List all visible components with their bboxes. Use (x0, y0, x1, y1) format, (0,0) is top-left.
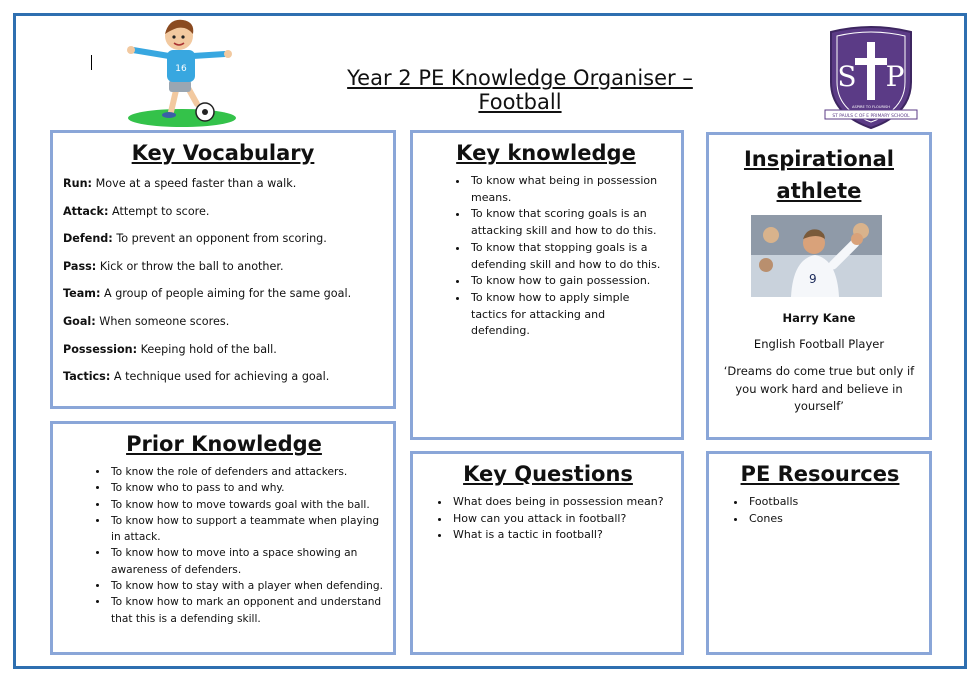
key-questions-heading: Key Questions (463, 462, 633, 486)
logo-motto: ASPIRE TO FLOURISH (852, 105, 890, 109)
prior-knowledge-item: • To know the role of defenders and attackers. (109, 464, 383, 480)
school-crest-logo (823, 24, 919, 132)
vocabulary-term: Defend: (63, 232, 113, 246)
pe-resources-list (713, 494, 919, 527)
vocabulary-definition: A technique used for achieving a goal. (113, 370, 330, 384)
athlete-name: Harry Kane (782, 311, 856, 325)
prior-knowledge-list (57, 464, 383, 627)
prior-knowledge-item: • To know who to pass to and why. (109, 480, 383, 496)
vocabulary-term: Pass: (63, 259, 97, 273)
vocabulary-list (63, 170, 383, 391)
prior-knowledge-item: • To know how to stay with a player when defending. (109, 578, 383, 594)
prior-knowledge-item: • To know how to move towards goal with the ball. (109, 497, 383, 513)
vocabulary-item (63, 336, 383, 364)
athlete-quote: ‘Dreams do come true but only if you work hard and believe in yourself’ (723, 364, 915, 413)
key-vocabulary-box (50, 130, 396, 409)
key-knowledge-item: • To know that scoring goals is an attacking skill and how to do this. (469, 206, 665, 239)
prior-knowledge-item: • To know how to move into a space showing an awareness of defenders. (109, 545, 383, 578)
key-knowledge-heading: Key knowledge (456, 141, 636, 165)
vocabulary-item (63, 198, 383, 226)
kid-shirt-number: 16 (175, 64, 187, 74)
vocabulary-term: Run: (63, 177, 93, 190)
vocabulary-item (63, 280, 383, 308)
pe-resources-heading: PE Resources (740, 462, 900, 486)
key-knowledge-item: • To know that stopping goals is a defending skill and how to do this. (469, 240, 665, 273)
key-question-item: • What does being in possession mean? (451, 494, 671, 511)
pe-resources-box (706, 451, 932, 655)
vocabulary-item (63, 225, 383, 253)
vocabulary-term: Team: (63, 287, 101, 301)
key-question-item: • How can you attack in football? (451, 511, 671, 528)
key-question-item: • What is a tactic in football? (451, 527, 671, 544)
vocabulary-term: Possession: (63, 342, 138, 356)
prior-knowledge-box (50, 421, 396, 655)
key-vocabulary-heading: Key Vocabulary (131, 141, 315, 165)
vocabulary-term: Tactics: (63, 370, 111, 384)
vocabulary-definition: To prevent an opponent from scoring. (116, 232, 327, 246)
key-knowledge-item: • To know how to apply simple tactics for attacking and defending. (469, 290, 665, 340)
vocabulary-definition: Keeping hold of the ball. (140, 342, 277, 356)
athlete-role: English Football Player (753, 337, 885, 351)
prior-knowledge-item: • To know how to support a teammate when playing in attack. (109, 513, 383, 546)
key-questions-box (410, 451, 684, 655)
vocabulary-item (63, 363, 383, 391)
vocabulary-term: Attack: (63, 204, 109, 218)
athlete-heading (723, 143, 915, 207)
vocabulary-definition: Kick or throw the ball to another. (99, 259, 284, 273)
athlete-heading-line1: Inspirational (743, 147, 894, 171)
vocabulary-definition: Attempt to score. (112, 204, 210, 218)
vocabulary-item (63, 170, 383, 198)
prior-knowledge-heading: Prior Knowledge (126, 432, 322, 456)
vocabulary-definition: When someone scores. (99, 314, 230, 328)
vocabulary-item (63, 308, 383, 336)
logo-letter-s: S (837, 60, 857, 93)
kid-footballer-illustration (125, 16, 239, 128)
vocabulary-definition: Move at a speed faster than a walk. (95, 177, 297, 190)
key-knowledge-list (417, 173, 665, 340)
key-knowledge-item: • To know what being in possession means. (469, 173, 665, 206)
key-knowledge-box (410, 130, 684, 440)
key-knowledge-item: • To know how to gain possession. (469, 273, 665, 290)
logo-school-name: ST PAULS C OF E PRIMARY SCHOOL (832, 114, 910, 119)
athlete-heading-line2: athlete (776, 179, 862, 203)
athlete-shirt-number: 9 (809, 272, 817, 286)
inspirational-athlete-box (706, 132, 932, 440)
vocabulary-term: Goal: (63, 314, 96, 328)
prior-knowledge-item: • To know how to mark an opponent and understand that this is a defending skill. (109, 594, 383, 627)
pe-resource-item: • Footballs (747, 494, 919, 511)
vocabulary-item (63, 253, 383, 281)
page-title: Year 2 PE Knowledge Organiser – Football (347, 66, 693, 114)
text-cursor (91, 55, 92, 70)
athlete-photo (751, 215, 882, 297)
key-questions-list (417, 494, 671, 544)
vocabulary-definition: A group of people aiming for the same goal. (103, 287, 352, 301)
pe-resource-item: • Cones (747, 511, 919, 528)
logo-letter-p: P (885, 60, 905, 93)
